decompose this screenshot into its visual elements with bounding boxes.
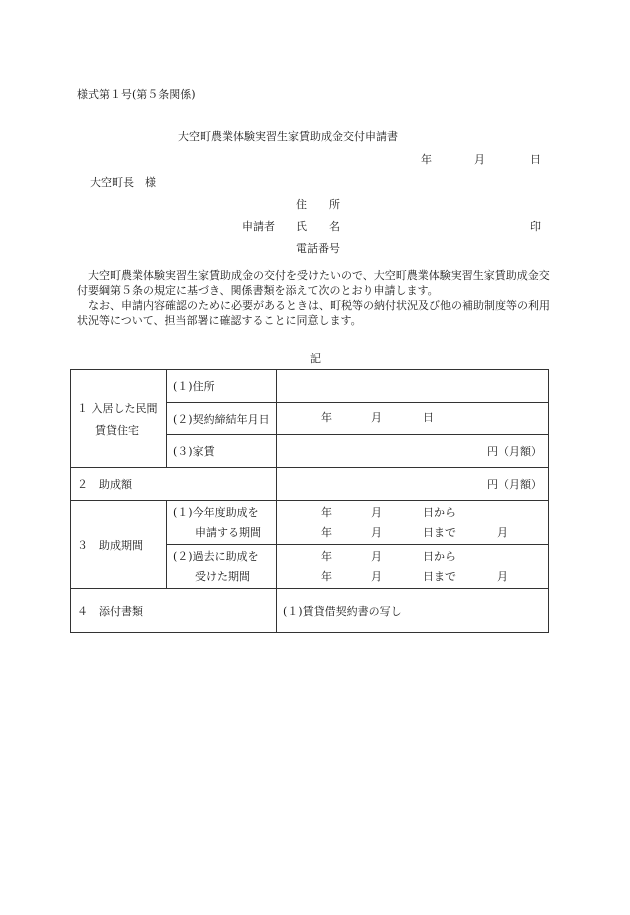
until-month: 月 <box>371 525 382 539</box>
section-1-label-line1: １ 入居した民間 <box>77 401 158 415</box>
application-table <box>70 369 549 633</box>
contract-month: 月 <box>371 410 382 424</box>
address-label: (１)住所 <box>167 370 277 403</box>
section-3-label: ３ 助成期間 <box>71 501 167 589</box>
until-year: 年 <box>321 525 332 539</box>
this-year-line1: (１)今年度助成を <box>173 505 259 519</box>
date-month: 月 <box>474 153 485 166</box>
months-count: 月 <box>497 525 508 539</box>
past-from-year: 年 <box>321 549 332 563</box>
applicant-label: 申請者 <box>242 220 275 233</box>
past-months-count: 月 <box>497 569 508 583</box>
this-year-period-label <box>167 501 277 545</box>
address-value <box>277 370 549 403</box>
body-paragraph-2: なお、申請内容確認のために必要があるときは、町税等の納付状況及び他の補助制度等の利用状況等について、担当部署に確認することに同意します。 <box>77 299 550 327</box>
document-title: 大空町農業体験実習生家賃助成金交付申請書 <box>178 130 398 143</box>
attached-document: (１)賃貸借契約書の写し <box>277 589 549 633</box>
date-day: 日 <box>530 153 541 166</box>
table-row <box>71 501 549 545</box>
past-until-day: 日まで <box>423 569 456 583</box>
body-text <box>77 268 555 328</box>
from-year: 年 <box>321 505 332 519</box>
applicant-name-label: 氏 名 <box>296 220 340 233</box>
this-year-period-value <box>277 501 549 545</box>
ki-heading: 記 <box>310 352 321 365</box>
this-year-line2: 申請する期間 <box>195 525 261 539</box>
table-row <box>71 589 549 633</box>
section-1-label <box>71 370 167 468</box>
contract-date-label: (２)契約締結年月日 <box>167 403 277 435</box>
past-until-year: 年 <box>321 569 332 583</box>
date-year: 年 <box>421 153 432 166</box>
table-row <box>71 370 549 403</box>
past-period-value <box>277 545 549 589</box>
past-from-day: 日から <box>423 549 456 563</box>
until-day: 日まで <box>423 525 456 539</box>
addressee: 大空町長 様 <box>90 176 156 189</box>
past-from-month: 月 <box>371 549 382 563</box>
applicant-phone-label: 電話番号 <box>296 242 340 255</box>
from-day: 日から <box>423 505 456 519</box>
section-1-label-line2: 賃貸住宅 <box>95 423 139 437</box>
past-line2: 受けた期間 <box>195 569 250 583</box>
contract-day: 日 <box>423 410 434 424</box>
applicant-address-label: 住 所 <box>296 198 340 211</box>
past-until-month: 月 <box>371 569 382 583</box>
seal-mark: 印 <box>530 220 541 233</box>
table-row <box>71 468 549 501</box>
past-line1: (２)過去に助成を <box>173 549 259 563</box>
from-month: 月 <box>371 505 382 519</box>
section-4-label: ４ 添付書類 <box>71 589 277 633</box>
rent-value: 円（月額） <box>277 435 549 468</box>
contract-year: 年 <box>321 410 332 424</box>
contract-date-value <box>277 403 549 435</box>
section-2-label: ２ 助成額 <box>71 468 277 501</box>
form-number: 様式第１号(第５条関係) <box>77 88 196 101</box>
body-paragraph-1: 大空町農業体験実習生家賃助成金の交付を受けたいので、大空町農業体験実習生家賃助成金交付要綱第５条の規定に基づき、関係書類を添えて次のとおり申請します。 <box>77 269 550 297</box>
subsidy-amount-value: 円（月額） <box>277 468 549 501</box>
rent-label: (３)家賃 <box>167 435 277 468</box>
past-period-label <box>167 545 277 589</box>
